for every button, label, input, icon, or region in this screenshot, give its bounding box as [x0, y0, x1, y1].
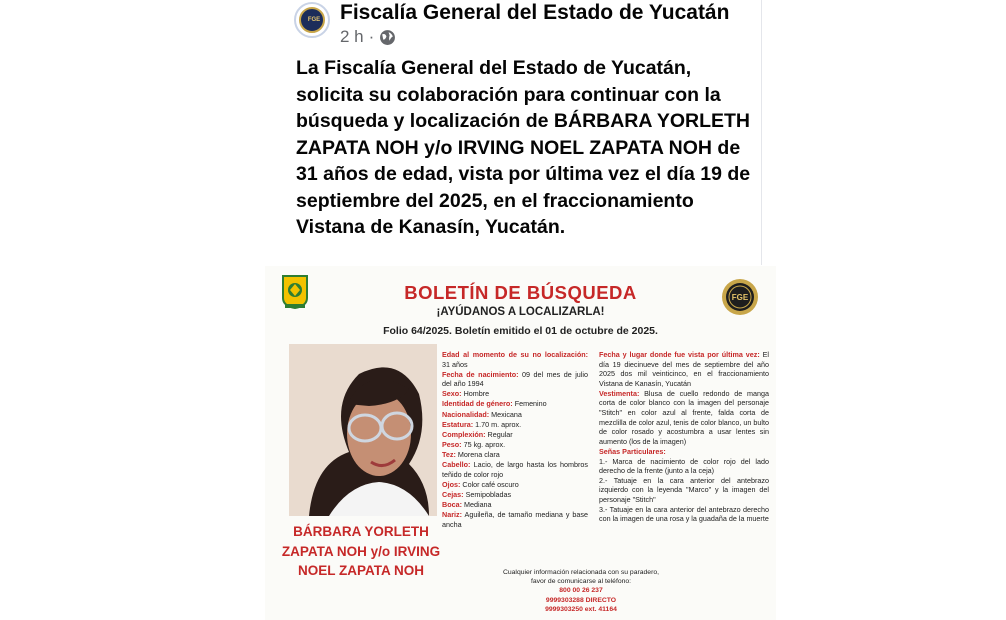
- detail-row: [442, 510, 588, 529]
- detail-label: Ojos:: [442, 479, 461, 489]
- post-text: La Fiscalía General del Estado de Yucatán, solicita su colaboración para continuar con la búsqueda y localización de BÁRBARA YORLETH ZAPATA NOH y/o IRVING NOEL ZAPATA NOH de 31 años de edad, vista por última vez el día 19 de septiembre del 2025, en el fraccionamiento Vistana de Kanasín, Yucatán.: [296, 57, 751, 238]
- meta-separator: ·: [368, 27, 375, 46]
- detail-row: [442, 500, 588, 510]
- person-details: [442, 350, 588, 530]
- last-seen-value: El día 19 diecinueve del mes de septiembre del año 2025 dos mil veinticinco, en el fraccionamiento Vistana de Kanasín, Yucatán: [599, 350, 769, 388]
- detail-label: Nariz:: [442, 510, 462, 519]
- detail-value: Color café oscuro: [462, 479, 519, 489]
- detail-value: Hombre: [463, 389, 490, 399]
- person-portrait-icon: [289, 344, 437, 516]
- detail-row: [442, 490, 588, 500]
- detail-value: Morena clara: [457, 449, 500, 459]
- search-bulletin-image[interactable]: [265, 266, 776, 620]
- detail-value: Lacio, de largo hasta los hombros teñido de color rojo: [442, 460, 588, 479]
- detail-row: [442, 430, 588, 440]
- phone-number[interactable]: 800 00 26 237: [559, 587, 603, 595]
- detail-row: [442, 370, 588, 389]
- detail-value: Femenino: [514, 399, 547, 409]
- contact-info: [501, 568, 661, 614]
- detail-value: 1.70 m. aprox.: [475, 419, 522, 429]
- detail-label: Fecha de nacimiento:: [442, 369, 519, 379]
- detail-label: Boca:: [442, 499, 462, 509]
- detail-value: Regular: [487, 429, 513, 439]
- contact-text: Cualquier información relacionada con su paradero, favor de comunicarse al teléfono:: [502, 569, 660, 586]
- detail-row: [442, 440, 588, 450]
- detail-value: Aguileña, de tamaño mediana y base ancha: [442, 510, 588, 529]
- detail-row: [442, 410, 588, 420]
- clothing-label: Vestimenta:: [599, 388, 640, 398]
- avatar-text: FGE: [307, 17, 321, 23]
- mark-item: 1.- Marca de nacimiento de color rojo del lado derecho de la frente (junto a la ceja): [599, 456, 769, 476]
- post-meta: [340, 27, 396, 47]
- globe-icon: [379, 29, 396, 46]
- detail-value: 09 del mes de julio del año 1994: [442, 369, 588, 389]
- fge-logo-icon: [299, 7, 325, 33]
- detail-label: Identidad de género:: [442, 399, 513, 409]
- detail-label: Cabello:: [442, 460, 471, 470]
- detail-label: Complexión:: [442, 429, 486, 439]
- last-seen-details: [599, 350, 769, 524]
- detail-row: [442, 480, 588, 490]
- phone-number[interactable]: 9999303250 ext. 41164: [545, 605, 617, 613]
- last-seen-label: Fecha y lugar donde fue vista por última vez:: [599, 350, 760, 359]
- detail-value: 31 años: [442, 359, 468, 369]
- detail-value: Mediana: [463, 499, 492, 509]
- detail-label: Tez:: [442, 449, 456, 459]
- detail-value: 75 kg. aprox.: [463, 439, 506, 449]
- detail-label: Cejas:: [442, 489, 464, 499]
- detail-row: [442, 450, 588, 460]
- detail-label: Sexo:: [442, 389, 462, 399]
- detail-row: [442, 420, 588, 430]
- detail-label: Nacionalidad:: [442, 409, 490, 419]
- marks-label: Señas Particulares:: [599, 446, 666, 456]
- fge-seal-text: FGE: [731, 293, 749, 302]
- page-name-link[interactable]: Fiscalía General del Estado de Yucatán: [340, 1, 730, 24]
- detail-row: [442, 399, 588, 409]
- facebook-post: [280, 0, 762, 265]
- clothing-value: Blusa de cuello redondo de manga corta de color blanco con la imagen del personaje "Stitch" en color azul al frente, falda corta de mezclilla de color azul, tenis de color blanco, un bulto de color rosado y acostumbra a usar lentes sin aumento (los de la imagen): [599, 388, 770, 446]
- detail-row: [442, 350, 588, 369]
- detail-label: Estatura:: [442, 419, 474, 429]
- detail-label: Edad al momento de su no localización:: [442, 350, 588, 359]
- detail-label: Peso:: [442, 439, 462, 449]
- detail-row: [442, 389, 588, 399]
- bulletin-title: BOLETÍN DE BÚSQUEDA: [404, 282, 637, 303]
- post-time[interactable]: 2 h: [340, 27, 364, 46]
- detail-value: Mexicana: [491, 409, 522, 419]
- bulletin-folio: Folio 64/2025. Boletín emitido el 01 de octubre de 2025.: [383, 325, 658, 337]
- phone-number[interactable]: 9999303288 DIRECTO: [545, 596, 617, 604]
- bulletin-subtitle: ¡AYÚDANOS A LOCALIZARLA!: [436, 306, 605, 318]
- detail-row: [442, 460, 588, 479]
- mark-item: 2.- Tatuaje en la cara anterior del antebrazo izquierdo con la leyenda "Marco" y la imagen del personaje "Stitch": [599, 475, 769, 504]
- detail-value: Semipobladas: [465, 489, 512, 499]
- page-avatar[interactable]: [294, 2, 330, 38]
- mark-item: 3.- Tatuaje en la cara anterior del antebrazo derecho con la imagen de una rosa y la guadaña de la muerte: [599, 504, 769, 524]
- person-photo: [289, 344, 437, 516]
- missing-person-name: BÁRBARA YORLETH ZAPATA NOH y/o IRVING NOEL ZAPATA NOH: [281, 524, 441, 578]
